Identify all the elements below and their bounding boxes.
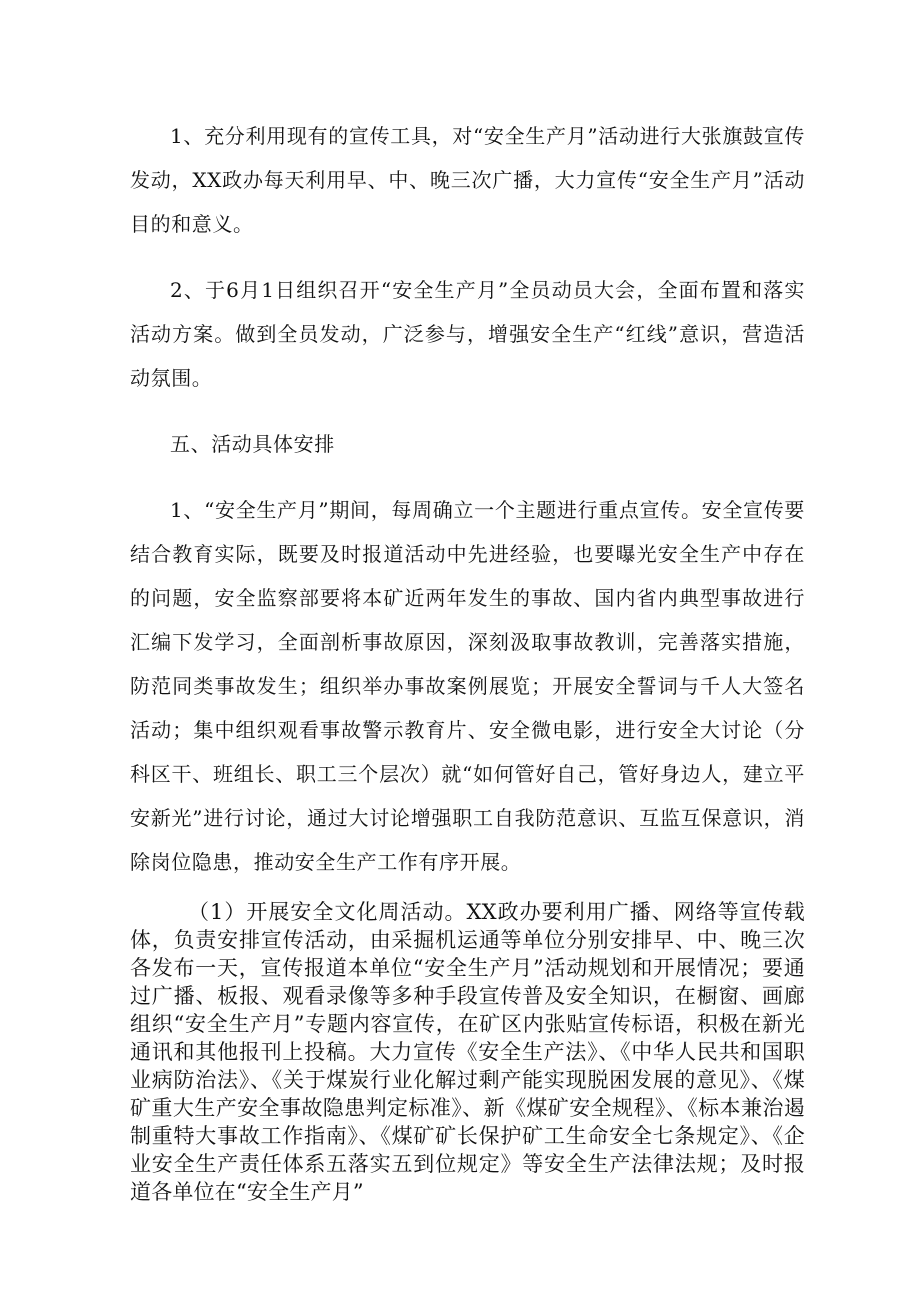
- lower-text-block: [130, 898, 805, 1206]
- paragraph-publicity-tools: 1、充分利用现有的宣传工具，对“安全生产月”活动进行大张旗鼓宣传发动，XX政办每天利用早、中、晚三次广播，大力宣传“安全生产月”活动目的和意义。: [130, 124, 805, 236]
- section-heading: 五、活动具体安排: [170, 432, 335, 456]
- paragraph-safety-culture-week: （1）开展安全文化周活动。XX政办要利用广播、网络等宣传载体，负责安排宣传活动，由采掘机运通等单位分别安排早、中、晚三次各发布一天，宣传报道本单位“安全生产月”活动规划和开展情况；要通过广播、板报、观看录像等多种手段宣传普及安全知识，在橱窗、画廊组织“安全生产月”专题内容宣传，在矿区内张贴宣传标语，积极在新光通讯和其他报刊上投稿。大力宣传《安全生产法》、《中华人民共和国职业病防治法》、《关于煤炭行业化解过剩产能实现脱困发展的意见》、《煤矿重大生产安全事故隐患判定标准》、新《煤矿安全规程》、《标本兼治遏制重特大事故工作指南》、《煤矿矿长保护矿工生命安全七条规定》、《企业安全生产责任体系五落实五到位规定》等安全生产法律法规；及时报道各单位在“安全生产月”: [130, 900, 805, 1204]
- paragraph-mobilization-meeting: 2、于6月1日组织召开“安全生产月”全员动员大会，全面布置和落实活动方案。做到全员发动，广泛参与，增强安全生产“红线”意识，营造活动氛围。: [130, 278, 805, 390]
- paragraph-weekly-theme: 1、“安全生产月”期间，每周确立一个主题进行重点宣传。安全宣传要结合教育实际，既要及时报道活动中先进经验，也要曝光安全生产中存在的问题，安全监察部要将本矿近两年发生的事故、国内省内典型事故进行汇编下发学习，全面剖析事故原因，深刻汲取事故教训，完善落实措施，防范同类事故发生；组织举办事故案例展览；开展安全誓词与千人大签名活动；集中组织观看事故警示教育片、安全微电影，进行安全大讨论（分科区干、班组长、职工三个层次）就“如何管好自己，管好身边人，建立平安新光”进行讨论，通过大讨论增强职工自我防范意识、互监互保意识，消除岗位隐患，推动安全生产工作有序开展。: [130, 498, 805, 874]
- upper-text-block: [130, 114, 805, 906]
